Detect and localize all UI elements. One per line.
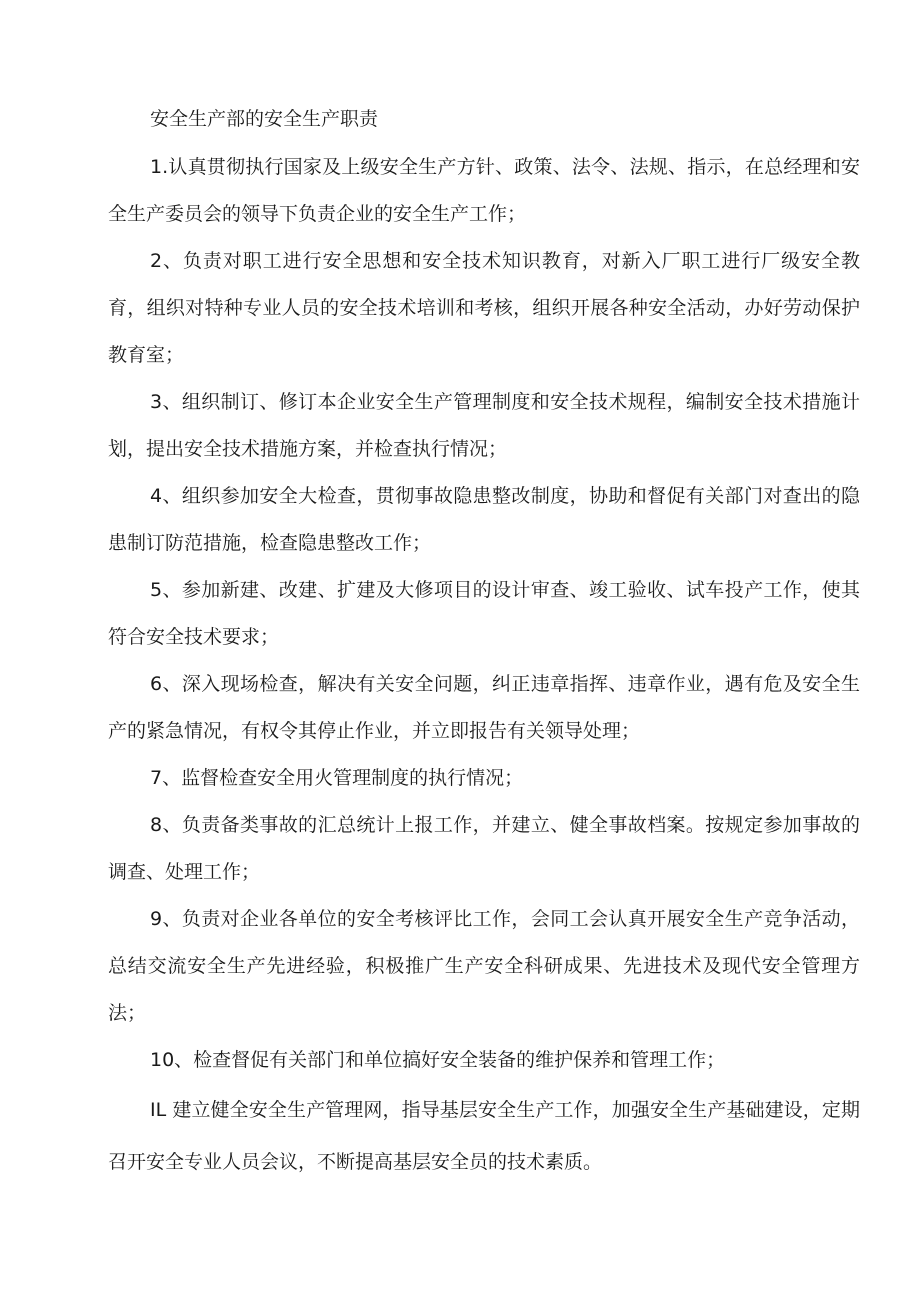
duty-item-10: 10、检查督促有关部门和单位搞好安全装备的维护保养和管理工作； <box>150 1049 726 1071</box>
duty-item-1: 1.认真贯彻执行国家及上级安全生产方针、政策、法令、法规、指示，在总经理和安全生产委员会的领导下负责企业的安全生产工作； <box>108 156 860 225</box>
duty-item-6: 6、深入现场检查，解决有关安全问题，纠正违章指挥、违章作业，遇有危及安全生产的紧急情况，有权令其停止作业，并立即报告有关领导处理； <box>108 673 860 742</box>
duty-item-5: 5、参加新建、改建、扩建及大修项目的设计审查、竣工验收、试车投产工作，使其符合安全技术要求； <box>108 579 860 648</box>
duty-item-8: 8、负责备类事故的汇总统计上报工作，并建立、健全事故档案。按规定参加事故的调查、处理工作； <box>108 814 860 883</box>
duty-item-3: 3、组织制订、修订本企业安全生产管理制度和安全技术规程，编制安全技术措施计划，提出安全技术措施方案，并检查执行情况； <box>108 391 860 460</box>
duty-item-4: 4、组织参加安全大检查，贯彻事故隐患整改制度，协助和督促有关部门对查出的隐患制订防范措施，检查隐患整改工作； <box>108 485 860 554</box>
page-title: 安全生产部的安全生产职责 <box>150 108 379 130</box>
duty-item-2: 2、负责对职工进行安全思想和安全技术知识教育，对新入厂职工进行厂级安全教育，组织对特种专业人员的安全技术培训和考核，组织开展各种安全活动，办好劳动保护教育室； <box>108 250 860 366</box>
duty-item-9: 9、负责对企业各单位的安全考核评比工作，会同工会认真开展安全生产竞争活动，总结交流安全生产先进经验，积极推广生产安全科研成果、先进技术及现代安全管理方法； <box>108 908 860 1024</box>
duty-item-11: IL 建立健全安全生产管理网，指导基层安全生产工作，加强安全生产基础建设，定期召开安全专业人员会议，不断提高基层安全员的技术素质。 <box>108 1099 860 1173</box>
duty-item-7: 7、监督检查安全用火管理制度的执行情况； <box>150 767 524 789</box>
